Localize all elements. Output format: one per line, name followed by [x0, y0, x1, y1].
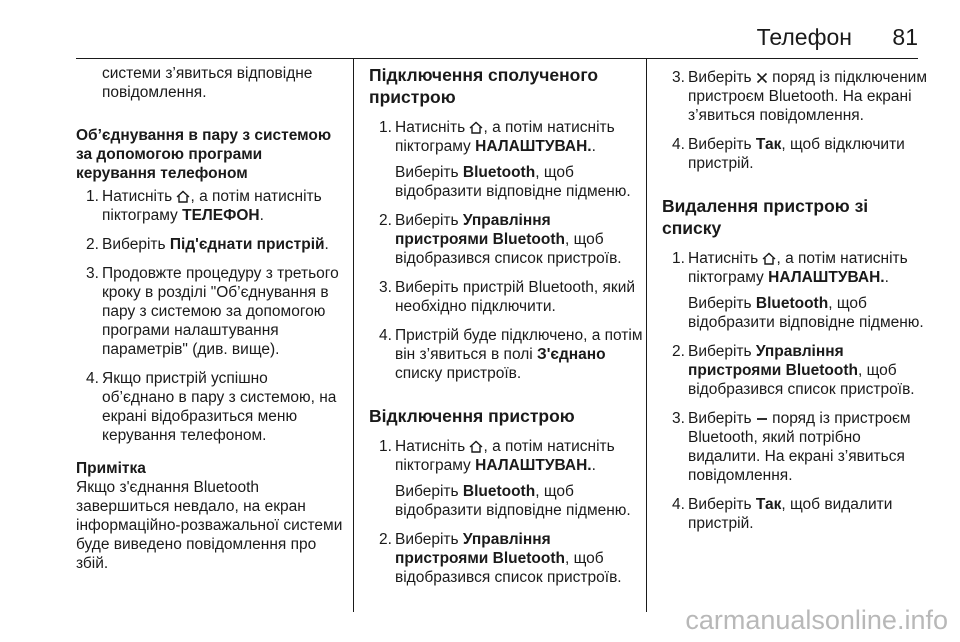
list-item-continuation: Виберіть Bluetooth, щоб відобразити відповідне підменю. — [395, 483, 631, 519]
list-item: 2. Виберіть Під'єднати пристрій. — [86, 236, 329, 253]
minus-icon — [756, 413, 768, 425]
list-item: 2. Виберіть Управління пристроями Bluetooth, щоб відобразився список пристроїв. — [379, 531, 622, 586]
continued-text: системи з’явиться відповідне повідомлення. — [102, 65, 313, 101]
section-title-pairing-app: Об’єднування в пару з системою за допомогою програми керування телефоном — [76, 127, 332, 182]
list-item: 4. Виберіть Так, щоб видалити пристрій. — [672, 496, 893, 532]
header-title: Телефон — [756, 24, 852, 50]
list-item: 2. Виберіть Управління пристроями Bluetooth, щоб відобразився список пристроїв. — [379, 212, 622, 267]
column-divider-1 — [353, 58, 354, 612]
list-item: 2. Виберіть Управління пристроями Bluetooth, щоб відобразився список пристроїв. — [672, 343, 915, 398]
list-item: 3. Продовжте процедуру з третього кроку в розділі "Об’єднування в пару з системою за допомогою програми налаштування параметрів" (див. вище). — [86, 265, 339, 358]
section-title-connect: Підключення сполученого пристрою — [369, 65, 599, 107]
list-item: 4. Виберіть Так, щоб відключити пристрій. — [672, 136, 905, 172]
section-title-remove: Видалення пристрою зі списку — [662, 196, 869, 238]
note-title: Примітка — [76, 460, 146, 477]
home-icon — [762, 252, 776, 265]
header-rule — [76, 58, 918, 59]
section-title-disconnect: Відключення пристрою — [369, 406, 575, 426]
home-icon — [176, 190, 190, 203]
list-item: 3. Виберіть поряд із пристроєм Bluetooth, який потрібно видалити. На екрані з’явиться повідомлення. — [672, 410, 911, 484]
column-3 — [662, 64, 932, 533]
home-icon — [469, 121, 483, 134]
list-item: 3. Виберіть пристрій Bluetooth, який необхідно підключити. — [379, 279, 636, 315]
watermark: carmanualsonline.info — [685, 605, 948, 635]
column-divider-2 — [646, 58, 647, 612]
page-number: 81 — [892, 24, 918, 50]
close-x-icon — [756, 72, 768, 84]
list-item: 4. Пристрій буде підключено, а потім він з’явиться в полі З'єднано списку пристроїв. — [379, 327, 643, 382]
list-item-continuation: Виберіть Bluetooth, щоб відобразити відповідне підменю. — [688, 295, 924, 331]
home-icon — [469, 440, 483, 453]
list-item: 1. Натисніть , а потім натисніть піктограму ТЕЛЕФОН. — [86, 188, 322, 224]
note-text: Якщо з'єднання Bluetooth завершиться невдало, на екран інформаційно-розважальної системи буде виведено повідомлення про збій. — [76, 479, 343, 572]
list-item: 1. Натисніть , а потім натисніть піктограму НАЛАШТУВАН.. — [379, 438, 615, 474]
list-item: 1. Натисніть , а потім натисніть піктограму НАЛАШТУВАН.. — [672, 250, 908, 286]
list-item: 1. Натисніть , а потім натисніть піктограму НАЛАШТУВАН.. — [379, 119, 615, 155]
list-item: 4. Якщо пристрій успішно об’єднано в пару з системою, на екрані відобразиться меню керування телефоном. — [86, 370, 337, 444]
list-item-continuation: Виберіть Bluetooth, щоб відобразити відповідне підменю. — [395, 164, 631, 200]
list-item: 3. Виберіть поряд із підключеним пристроєм Bluetooth. На екрані з’явиться повідомлення. — [672, 69, 927, 124]
column-1 — [76, 64, 344, 573]
column-2 — [369, 64, 644, 587]
